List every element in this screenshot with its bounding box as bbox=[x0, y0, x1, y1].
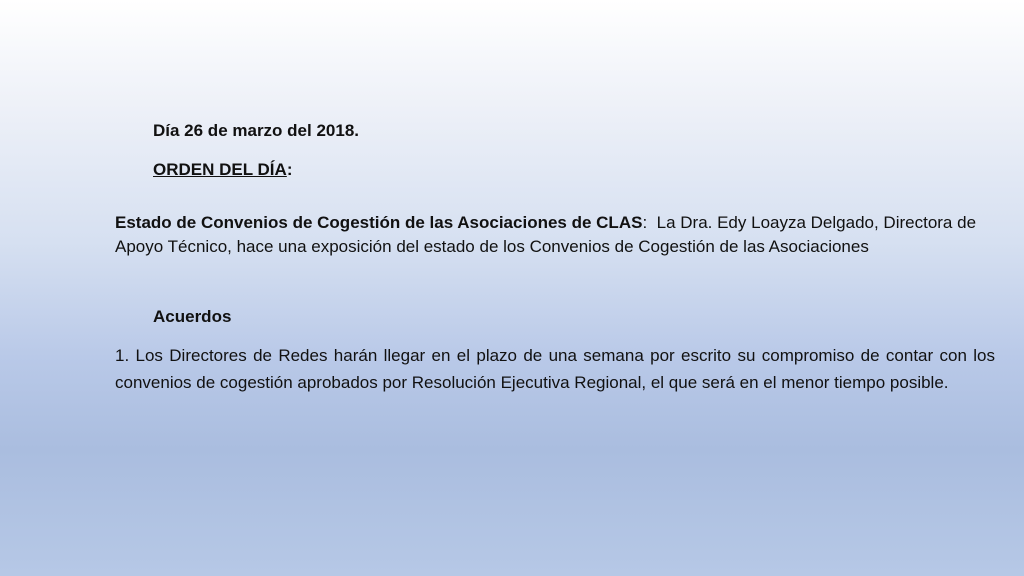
agenda-heading bbox=[153, 160, 292, 180]
agenda-heading-colon: : bbox=[286, 160, 293, 179]
estado-lead: Estado de Convenios de Cogestión de las Asociaciones de CLAS bbox=[115, 213, 643, 232]
acuerdo-item-1: 1. Los Directores de Redes harán llegar en el plazo de una semana por escrito su compromiso de contar con los convenios de cogestión aprobados por Resolución Ejecutiva Regional, el que será en el menor tiempo posible. bbox=[115, 346, 995, 392]
acuerdos-heading: Acuerdos bbox=[153, 307, 232, 326]
agenda-heading-text: ORDEN DEL DÍA bbox=[153, 160, 287, 179]
estado-convenios-paragraph bbox=[115, 211, 995, 259]
estado-body: La Dra. Edy Loayza Delgado, Directora de Apoyo Técnico, hace una exposición del estado de los Convenios de Cogestión de las Asociaciones bbox=[115, 213, 977, 256]
meeting-date: Día 26 de marzo del 2018. bbox=[153, 121, 359, 140]
estado-colon: : bbox=[642, 213, 648, 232]
